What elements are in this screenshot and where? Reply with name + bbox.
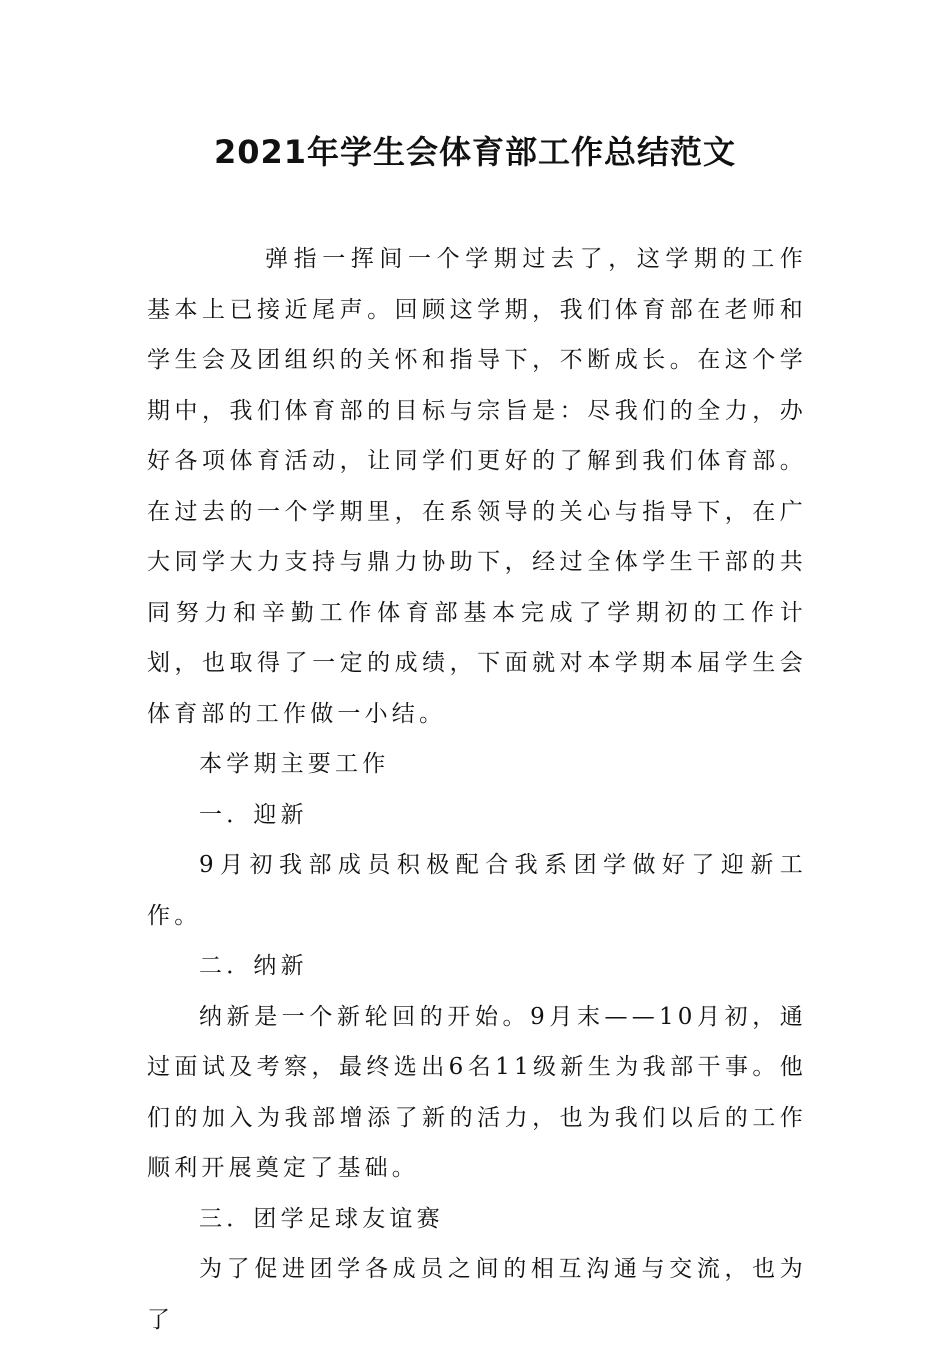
document-title: 2021年学生会体育部工作总结范文 bbox=[213, 133, 737, 171]
section-3-paragraph: 为了促进团学各成员之间的相互沟通与交流，也为了 bbox=[147, 1256, 807, 1333]
section-1-paragraph: 9月初我部成员积极配合我系团学做好了迎新工作。 bbox=[147, 852, 807, 929]
section-3-heading: 三．团学足球友谊赛 bbox=[199, 1205, 444, 1232]
main-work-heading: 本学期主要工作 bbox=[199, 751, 390, 777]
section-2-paragraph: 纳新是一个新轮回的开始。9月末——10月初，通过面试及考察，最终选出6名11级新生为我部干事。他们的加入为我部增添了新的活力，也为我们以后的工作顺利开展奠定了基础。 bbox=[147, 1003, 807, 1181]
intro-paragraph: 弹指一挥间一个学期过去了，这学期的工作基本上已接近尾声。回顾这学期，我们体育部在老师和学生会及团组织的关怀和指导下，不断成长。在这个学期中，我们体育部的目标与宗旨是：尽我们的全力，办好各项体育活动，让同学们更好的了解到我们体育部。在过去的一个学期里，在系领导的关心与指导下，在广大同学大力支持与鼎力协助下，经过全体学生干部的共同努力和辛勤工作体育部基本完成了学期初的工作计划，也取得了一定的成绩，下面就对本学期本届学生会体育部的工作做一小结。 bbox=[147, 246, 807, 727]
document-body bbox=[147, 234, 807, 1345]
section-1-heading: 一．迎新 bbox=[199, 801, 308, 828]
section-2-heading: 二．纳新 bbox=[199, 953, 308, 979]
